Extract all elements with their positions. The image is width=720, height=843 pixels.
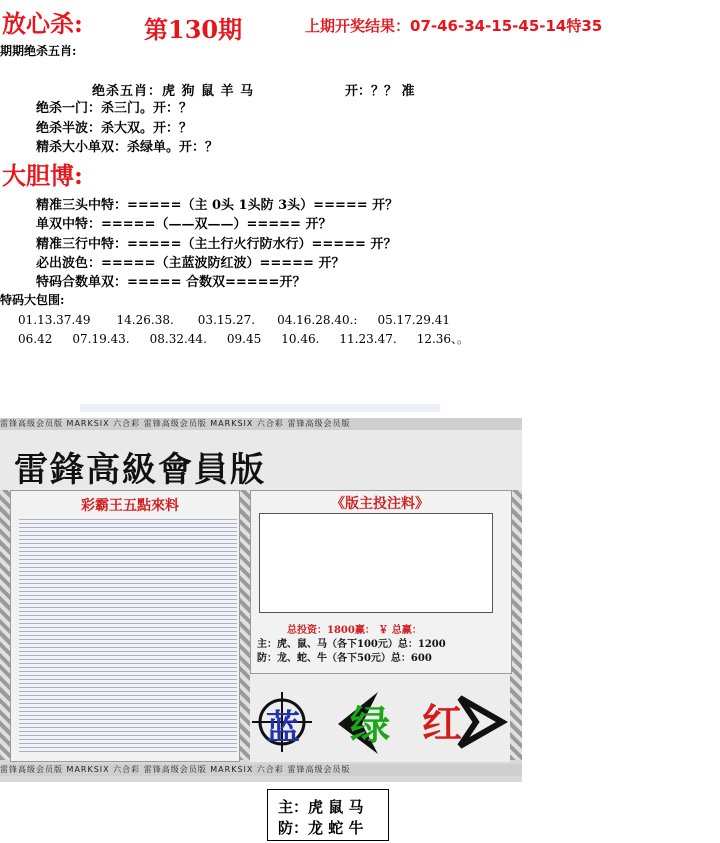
main-line: 主：虎、鼠、马（各下100元）总：1200 [257,639,446,650]
red-glyph: 红 [422,700,462,747]
right-panel-title: 《版主投注料》 [331,496,429,512]
summary-guard: 防：龙 蛇 牛 [278,819,364,837]
left-panel [10,490,240,762]
green-glyph: 绿 [350,702,390,749]
three-element: 精准三行中特：=====（主土行火行防水行）===== 开？ [36,237,397,252]
kill-size-parity: 精杀大小单双：杀绿单。开：？ [36,140,219,155]
section1-label: 期期绝杀五肖: [0,44,77,58]
section2-title: 大胆博: [2,161,83,190]
poster-brand: 雷鋒高級會員版 [14,450,266,490]
last-result: 上期开奖结果：07-46-34-15-45-14特35 [305,17,603,35]
faint-band [80,404,440,412]
kill-five-zodiac-open: 开：？？ 准 [345,84,415,99]
dense-text-block [19,519,237,755]
number-group: 10.46. [281,332,320,346]
three-head: 精准三头中特：=====（主 0头 1头防 3头）===== 开？ [36,198,399,213]
issue-number: 第130期 [144,15,243,44]
color-glyph-area [250,674,510,762]
number-group: 05.17.29.41 [377,313,450,327]
number-group: 11.23.47. [339,332,397,346]
sum-parity: 特码合数单双：===== 合数双=====开？ [36,275,306,290]
poster-header [0,430,522,490]
number-group: 04.16.28.40.: [277,313,358,327]
watermark-top: 雷锋高级会员版 MARKSIX 六合彩 雷锋高级会员版 MARKSIX 六合彩 雷锋高级会员版 [0,418,522,430]
number-group: 01.13.37.49 [18,313,91,327]
invest-line: 总投资：1800赢： ￥ 总赢： [287,625,422,636]
number-group: 06.42 [18,332,53,346]
number-group: 12.36、。 [416,332,470,346]
left-border [0,490,10,760]
wave-color: 必出波色：=====（主蓝波防红波）===== 开？ [36,256,345,271]
kill-one-door: 绝杀一门：杀三门。开：？ [36,101,193,116]
guard-line: 防：龙、蛇、牛（各下50元）总：600 [257,653,432,664]
summary-box [267,789,389,841]
summary-main: 主：虎 鼠 马 [278,798,364,816]
number-group: 09.45 [226,332,262,346]
parity-special: 单双中特：=====（——双——）===== 开？ [36,217,332,232]
number-group: 08.32.44. [149,332,207,346]
member-poster [0,418,522,782]
number-group: 03.15.27. [197,313,256,327]
number-group: 07.19.43. [72,332,130,346]
page-title: 放心杀: [2,9,83,38]
blank-box [259,513,493,613]
blue-glyph: 蓝 [266,708,300,748]
right-panel [250,490,512,674]
package-row-1 [18,309,464,328]
kill-five-zodiac: 绝杀五肖：虎 狗 鼠 羊 马 [92,84,255,99]
number-group: 14.26.38. [116,313,174,327]
watermark-bottom: 雷锋高级会员版 MARKSIX 六合彩 雷锋高级会员版 MARKSIX 六合彩 雷锋高级会员版 [0,764,522,776]
kill-half-wave: 绝杀半波：杀大双。开：？ [36,121,193,136]
package-label: 特码大包围: [0,293,65,307]
left-panel-title: 彩霸王五點來料 [81,498,179,514]
package-row-2 [18,328,483,347]
